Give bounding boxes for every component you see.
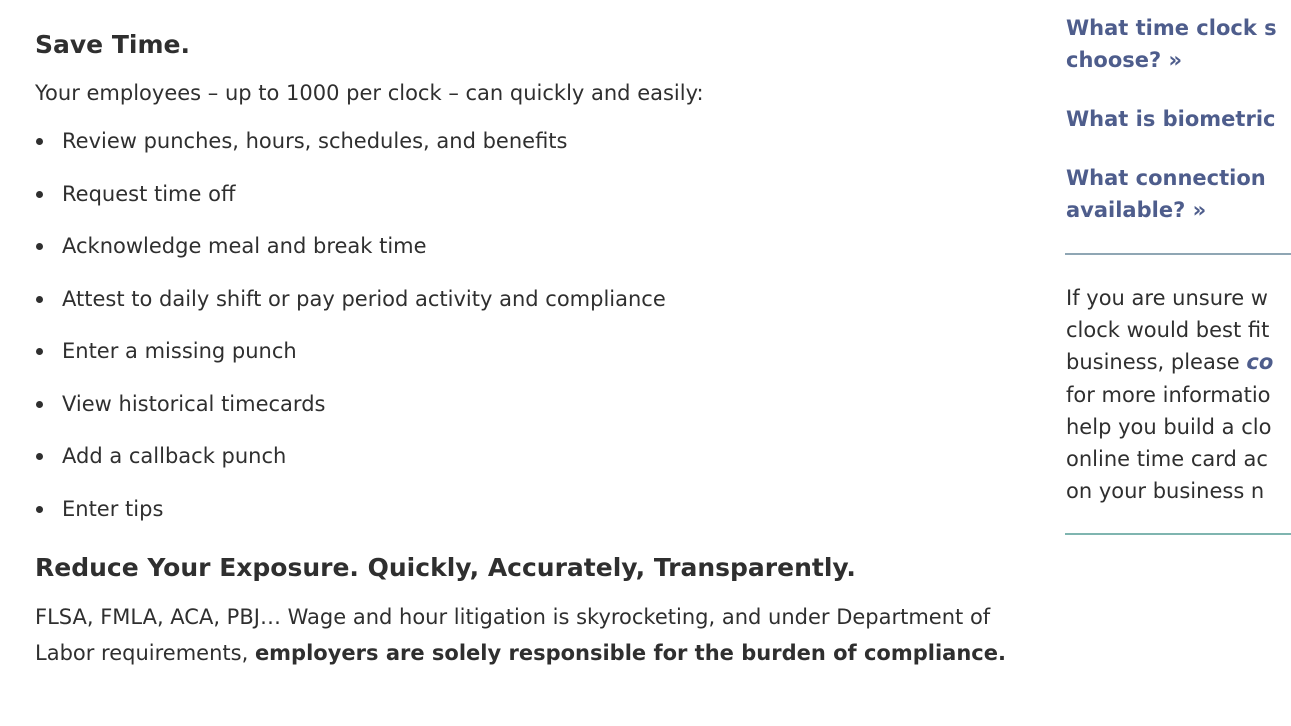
list-item-text: Attest to daily shift or pay period activity and compliance: [62, 286, 666, 311]
feature-list: [35, 124, 666, 544]
compliance-paragraph: [35, 600, 1015, 671]
bullet-icon: [36, 191, 43, 198]
list-item-text: Enter a missing punch: [62, 339, 297, 363]
list-item: [35, 229, 666, 282]
compliance-bold-text: employers are solely responsible for the burden of compliance.: [254, 640, 1006, 665]
list-item-text: View historical timecards: [62, 391, 326, 416]
list-item-text: Add a callback punch: [62, 444, 287, 468]
sidebar-link-line: available? »: [1066, 198, 1207, 222]
list-item: [35, 387, 666, 440]
info-line: If you are unsure w: [1066, 286, 1268, 310]
bullet-icon: [36, 138, 43, 145]
reduce-exposure-heading: Reduce Your Exposure. Quickly, Accurately, Transparently.: [35, 553, 856, 582]
info-line: for more informatio: [1066, 382, 1271, 407]
info-line: clock would best fit: [1066, 318, 1270, 343]
sidebar-link-line: choose? »: [1066, 48, 1183, 72]
contact-link[interactable]: co: [1246, 350, 1274, 375]
sidebar-divider-bottom: [1065, 533, 1291, 535]
sidebar-link-connection[interactable]: [1066, 162, 1266, 226]
bullet-icon: [36, 243, 43, 250]
compliance-text: FLSA, FMLA, ACA, PBJ… Wage and hour litigation is skyrocketing, and under Department of Labor requirements,: [35, 605, 991, 665]
sidebar-link-line: What is biometric: [1066, 107, 1276, 131]
bullet-icon: [36, 401, 43, 408]
list-item: [35, 177, 666, 230]
list-item: [35, 282, 666, 335]
bullet-icon: [36, 453, 43, 460]
sidebar-link-line: What connection: [1066, 166, 1266, 190]
sidebar-link-biometric[interactable]: [1066, 103, 1275, 135]
info-line: online time card ac: [1066, 447, 1268, 472]
list-item: [35, 492, 666, 545]
bullet-icon: [36, 296, 43, 303]
sidebar-info-text: [1066, 282, 1273, 507]
bullet-icon: [36, 506, 43, 513]
list-item: [35, 439, 666, 492]
info-line: on your business n: [1066, 479, 1265, 504]
list-item-text: Enter tips: [62, 496, 164, 521]
list-item-text: Acknowledge meal and break time: [62, 234, 427, 258]
sidebar-divider: [1065, 253, 1291, 255]
sidebar-link-line: What time clock s: [1066, 16, 1277, 40]
info-line: business, please: [1066, 350, 1247, 375]
sidebar-link-time-clock-choose[interactable]: [1066, 12, 1277, 76]
list-item: [35, 334, 666, 387]
list-item-text: Request time off: [62, 181, 236, 206]
info-line: help you build a clo: [1066, 414, 1272, 439]
list-item-text: Review punches, hours, schedules, and benefits: [62, 129, 568, 153]
intro-text: Your employees – up to 1000 per clock – can quickly and easily:: [35, 81, 704, 105]
bullet-icon: [36, 348, 43, 355]
list-item: [35, 124, 666, 177]
save-time-heading: Save Time.: [35, 30, 190, 59]
